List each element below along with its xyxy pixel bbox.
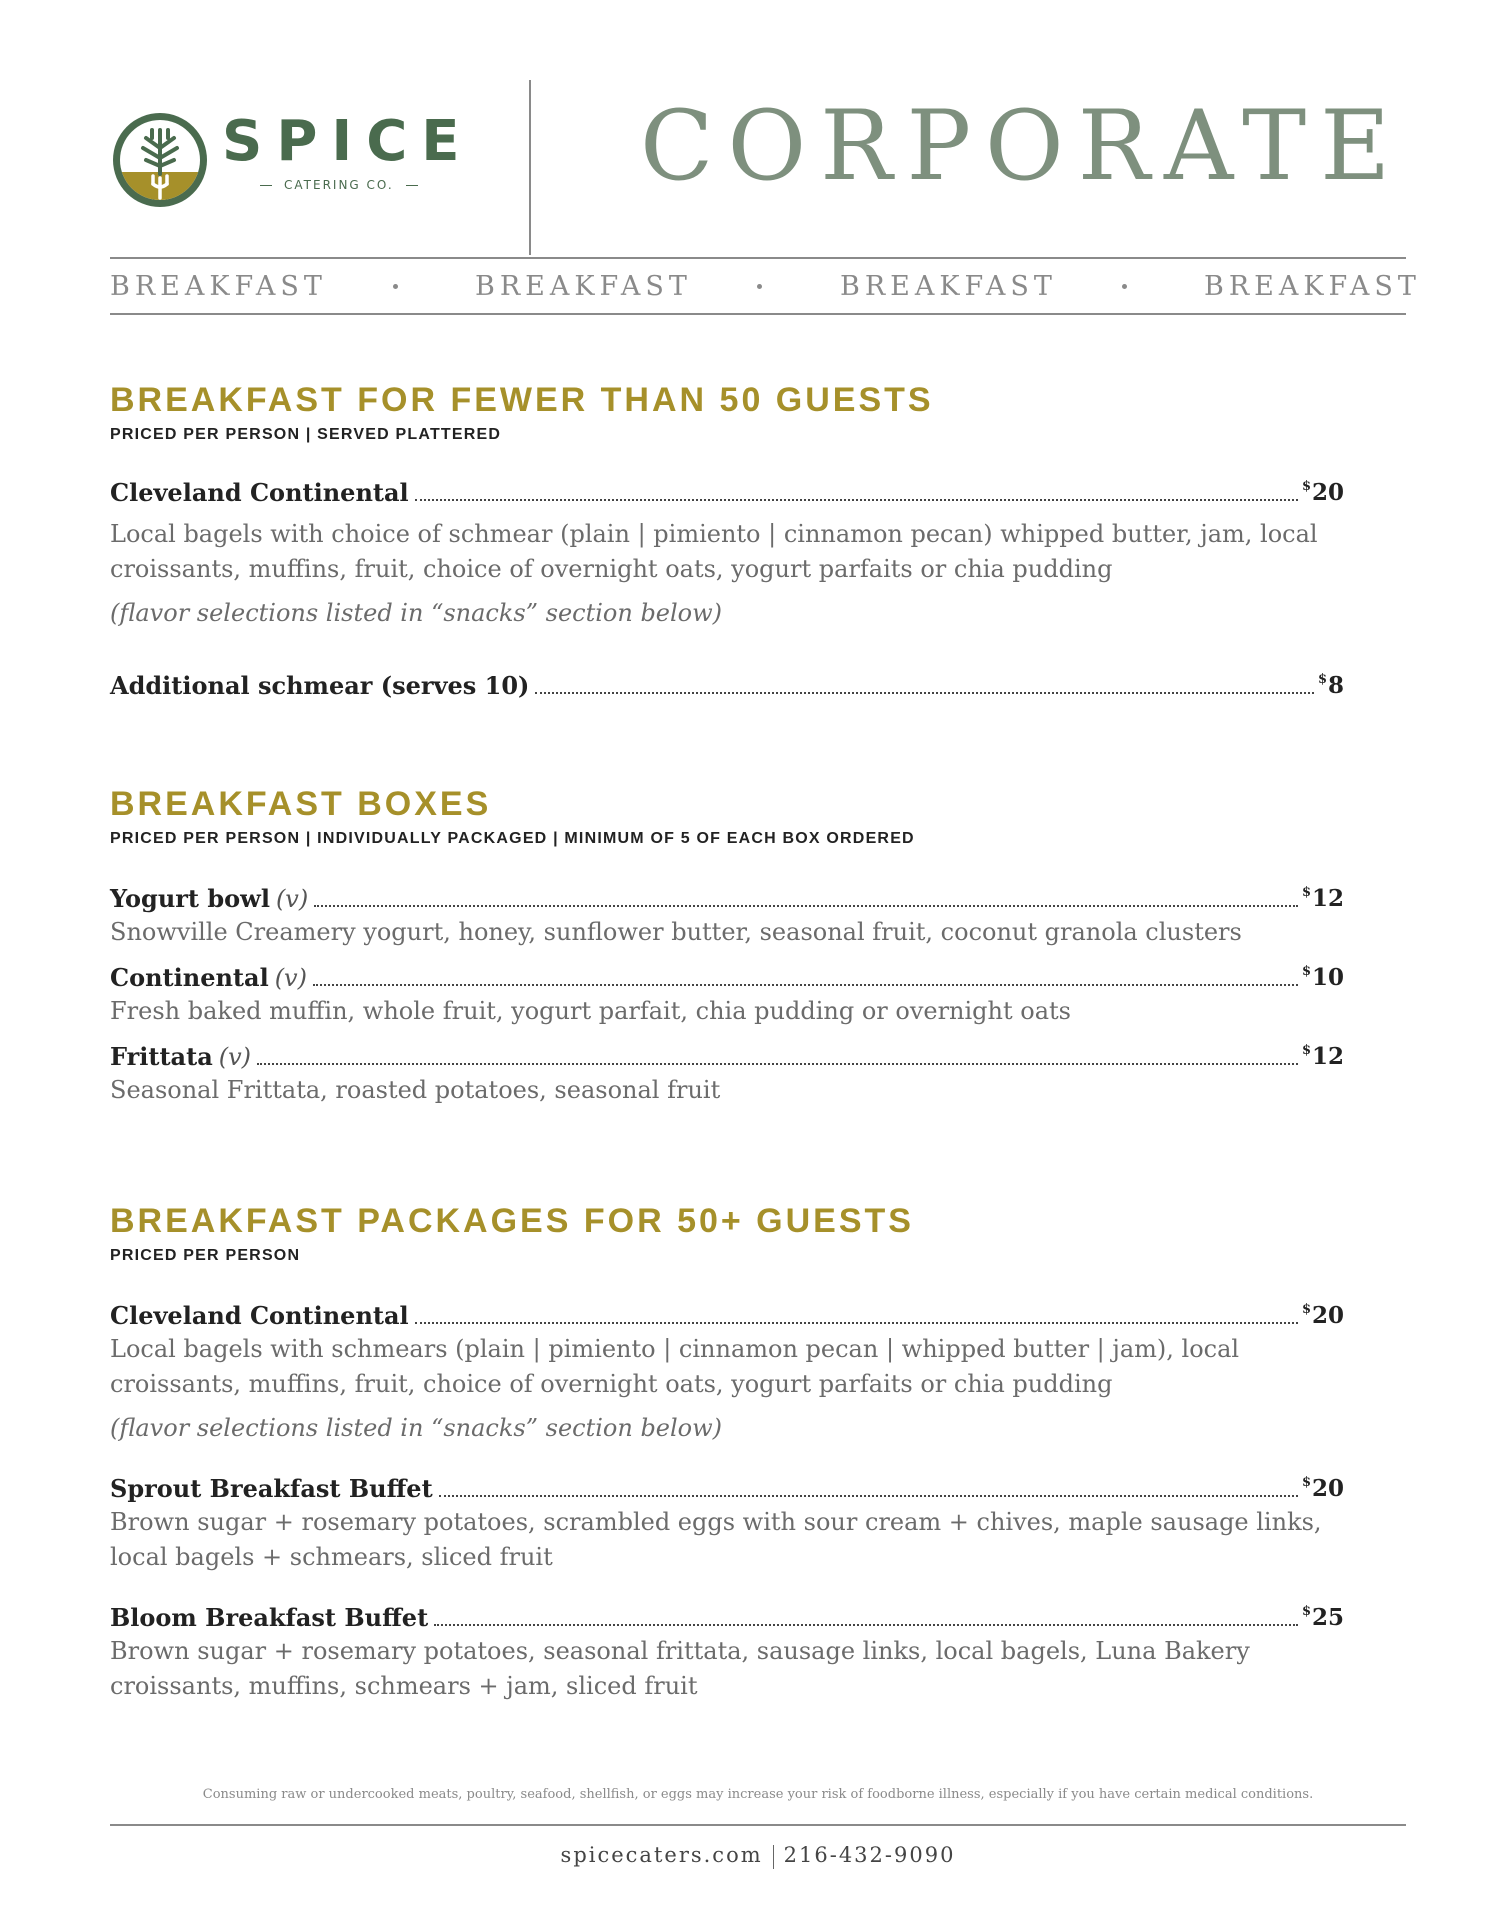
vegetarian-tag: (v)	[274, 964, 307, 992]
dot-leader	[415, 499, 1298, 501]
spice-logo	[110, 109, 474, 210]
logo-subtitle: CATERING CO.	[248, 178, 430, 192]
section-subtitle: PRICED PER PERSON | INDIVIDUALLY PACKAGED | MINIMUM OF 5 OF EACH BOX ORDERED	[110, 830, 915, 847]
website-link[interactable]: spicecaters.com	[560, 1843, 763, 1867]
vegetarian-tag: (v)	[218, 1043, 252, 1071]
dot-leader	[535, 692, 1314, 694]
menu-item-row	[110, 667, 1344, 701]
dot-leader	[257, 1063, 1298, 1065]
footer-separator	[773, 1845, 774, 1869]
footer-rule	[110, 1824, 1406, 1826]
menu-item-row	[110, 1297, 1344, 1331]
section-subtitle: PRICED PER PERSON	[110, 1247, 301, 1264]
item-price: $10	[1301, 964, 1344, 991]
dot-leader	[313, 984, 1298, 986]
section-title: BREAKFAST BOXES	[110, 785, 492, 823]
dot-leader	[434, 1624, 1298, 1626]
band-label: BREAKFAST	[110, 271, 327, 302]
logo-wordmark: SPICE	[222, 109, 474, 174]
item-price: $12	[1301, 885, 1344, 912]
section-title: BREAKFAST PACKAGES FOR 50+ GUESTS	[110, 1202, 914, 1240]
band-label: BREAKFAST	[840, 271, 1057, 302]
item-note: (flavor selections listed in “snacks” section below)	[110, 599, 723, 627]
item-description: Local bagels with choice of schmear (plain | pimiento | cinnamon pecan) whipped butter, jam, local croissants, muffins, fruit, choice of overnight oats, yogurt parfaits or chia pudding	[110, 520, 1318, 583]
item-description: Brown sugar + rosemary potatoes, scrambled eggs with sour cream + chives, maple sausage links, local bagels + schmears, sliced fruit	[110, 1508, 1322, 1571]
menu-item-row	[110, 474, 1344, 508]
dot-leader	[415, 1322, 1298, 1324]
footer-contact	[110, 1843, 1406, 1869]
section-title: BREAKFAST FOR FEWER THAN 50 GUESTS	[110, 381, 934, 419]
item-name: Continental (v)	[110, 963, 307, 992]
phone-number[interactable]: 216-432-9090	[783, 1843, 956, 1867]
page-title: CORPORATE	[640, 90, 1405, 202]
item-description: Seasonal Frittata, roasted potatoes, seasonal fruit	[110, 1076, 721, 1104]
item-name: Additional schmear (serves 10)	[110, 671, 530, 700]
item-note: (flavor selections listed in “snacks” section below)	[110, 1414, 723, 1442]
item-name: Bloom Breakfast Buffet	[110, 1603, 429, 1632]
band-dot	[1122, 284, 1127, 289]
item-price: $25	[1301, 1604, 1344, 1631]
item-description: Snowville Creamery yogurt, honey, sunflower butter, seasonal fruit, coconut granola clusters	[110, 918, 1242, 946]
band-dot	[757, 284, 762, 289]
band-top-rule	[110, 257, 1406, 259]
item-price: $20	[1301, 1475, 1344, 1502]
item-price: $8	[1317, 672, 1344, 699]
item-name: Cleveland Continental	[110, 1301, 409, 1330]
food-safety-disclaimer: Consuming raw or undercooked meats, poultry, seafood, shellfish, or eggs may increase your risk of foodborne illness, especially if you have certain medical conditions.	[202, 1787, 1314, 1802]
menu-item-row	[110, 1470, 1344, 1504]
dot-leader	[439, 1495, 1298, 1497]
item-price: $20	[1301, 479, 1344, 506]
band-label: BREAKFAST	[475, 271, 692, 302]
tree-fork-icon	[110, 110, 210, 210]
menu-item-row	[110, 959, 1344, 993]
item-description: Brown sugar + rosemary potatoes, seasonal frittata, sausage links, local bagels, Luna Bakery croissants, muffins, schmears + jam, sliced fruit	[110, 1637, 1250, 1700]
breakfast-band	[110, 271, 1421, 302]
menu-item-row	[110, 1038, 1344, 1072]
item-description: Local bagels with schmears (plain | pimiento | cinnamon pecan | whipped butter | jam), local croissants, muffins, fruit, choice of overnight oats, yogurt parfaits or chia pudding	[110, 1335, 1240, 1398]
section-subtitle: PRICED PER PERSON | SERVED PLATTERED	[110, 426, 502, 443]
item-price: $12	[1301, 1043, 1344, 1070]
band-label: BREAKFAST	[1204, 271, 1421, 302]
menu-item-row	[110, 1599, 1344, 1633]
band-dot	[393, 284, 398, 289]
vegetarian-tag: (v)	[275, 885, 309, 913]
item-price: $20	[1301, 1302, 1344, 1329]
item-name: Cleveland Continental	[110, 478, 409, 507]
item-name: Frittata (v)	[110, 1042, 252, 1071]
item-name: Yogurt bowl (v)	[110, 884, 309, 913]
dot-leader	[314, 905, 1298, 907]
item-description: Fresh baked muffin, whole fruit, yogurt parfait, chia pudding or overnight oats	[110, 997, 1071, 1025]
menu-item-row	[110, 880, 1344, 914]
header-divider	[529, 80, 531, 255]
band-bottom-rule	[110, 313, 1406, 315]
item-name: Sprout Breakfast Buffet	[110, 1474, 433, 1503]
